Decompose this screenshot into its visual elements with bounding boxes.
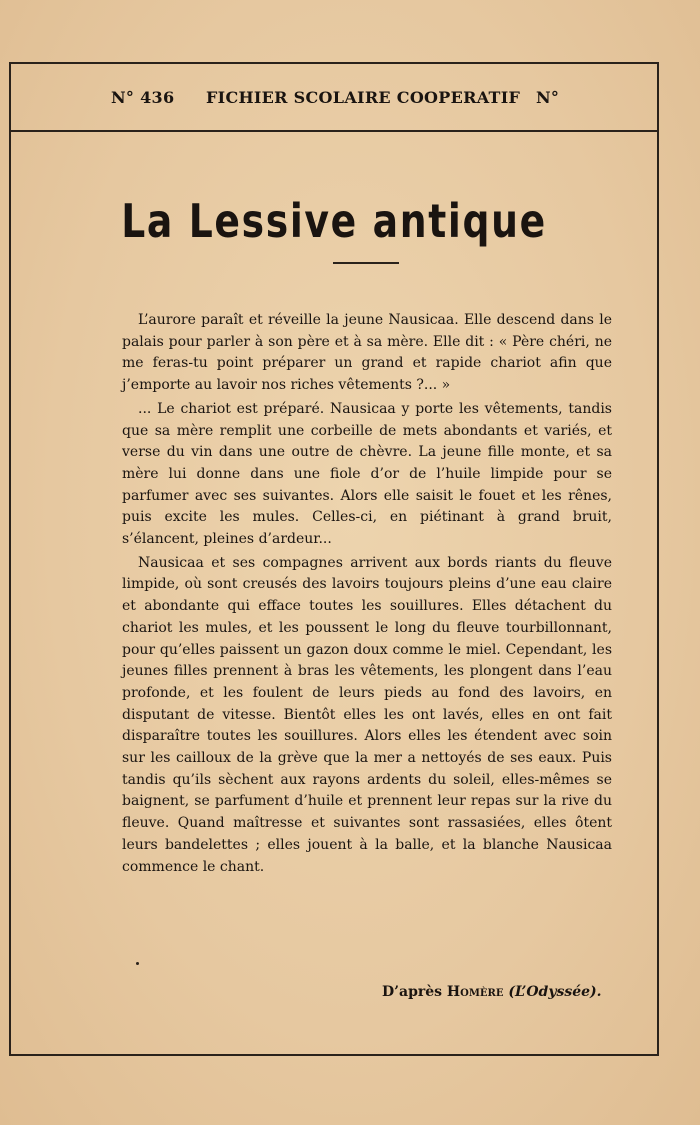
header-title: FICHIER SCOLAIRE COOPERATIF	[206, 88, 521, 107]
text-body	[122, 310, 612, 880]
page-title: La Lessive antique	[121, 194, 547, 248]
title-divider	[333, 262, 399, 264]
document-frame	[9, 62, 659, 1056]
attribution-prefix: D’après	[382, 984, 443, 1000]
attribution	[382, 984, 602, 1000]
paragraph-3: Nausicaa et ses compagnes arrivent aux bords riants du fleuve limpide, où sont creusés des lavoirs toujours pleins d’une eau claire et abondante qui efface toutes les souillures. Elles détachent du chariot les mules, et les poussent le long du fleuve tourbillonnant, pour qu’elles paissent un gazon doux comme le miel. Cependant, les jeunes filles prennent à bras les vêtements, les plongent dans l’eau profonde, et les foulent de leurs pieds au fond des lavoirs, en disputant de vitesse. Bientôt elles les ont lavés, elles en ont fait disparaître toutes les souillures. Alors elles les étendent avec soin sur les cailloux de la grève que la mer a nettoyés de ses eaux. Puis tandis qu’ils sèchent aux rayons ardents du soleil, elles-mêmes se baignent, se parfument d’huile et prennent leur repas sur la rive du fleuve. Quand maîtresse et suivantes sont rassasiées, elles ôtent leurs bandelettes ; elles jouent à la balle, et la blanche Nausicaa commence le chant.	[122, 554, 612, 875]
header-bar	[11, 64, 657, 132]
paragraph-1: L’aurore paraît et réveille la jeune Nausicaa. Elle descend dans le palais pour parler à son père et à sa mère. Elle dit : « Père chéri, ne me feras-tu point préparer un grand et rapide chariot afin que j’emporte au lavoir nos riches vêtements ?... »	[122, 312, 612, 394]
secondary-number-label: N°	[536, 88, 560, 107]
paragraph-2: ... Le chariot est préparé. Nausicaa y porte les vêtements, tandis que sa mère remplit une corbeille de mets abondants et variés, et verse du vin dans une outre de chèvre. La jeune fille monte, et sa mère lui donne dans une fiole d’or de l’huile limpide pour se parfumer avec ses suivantes. Alors elle saisit le fouet et les rênes, puis excite les mules. Celles-ci, en piétinant à grand bruit, s’élancent, pleines d’ardeur...	[122, 400, 612, 548]
attribution-work: (L’Odyssée).	[508, 984, 602, 1000]
attribution-author: Homère	[446, 984, 504, 1000]
sheet-number: N° 436	[111, 88, 175, 107]
ink-speck	[136, 962, 139, 965]
